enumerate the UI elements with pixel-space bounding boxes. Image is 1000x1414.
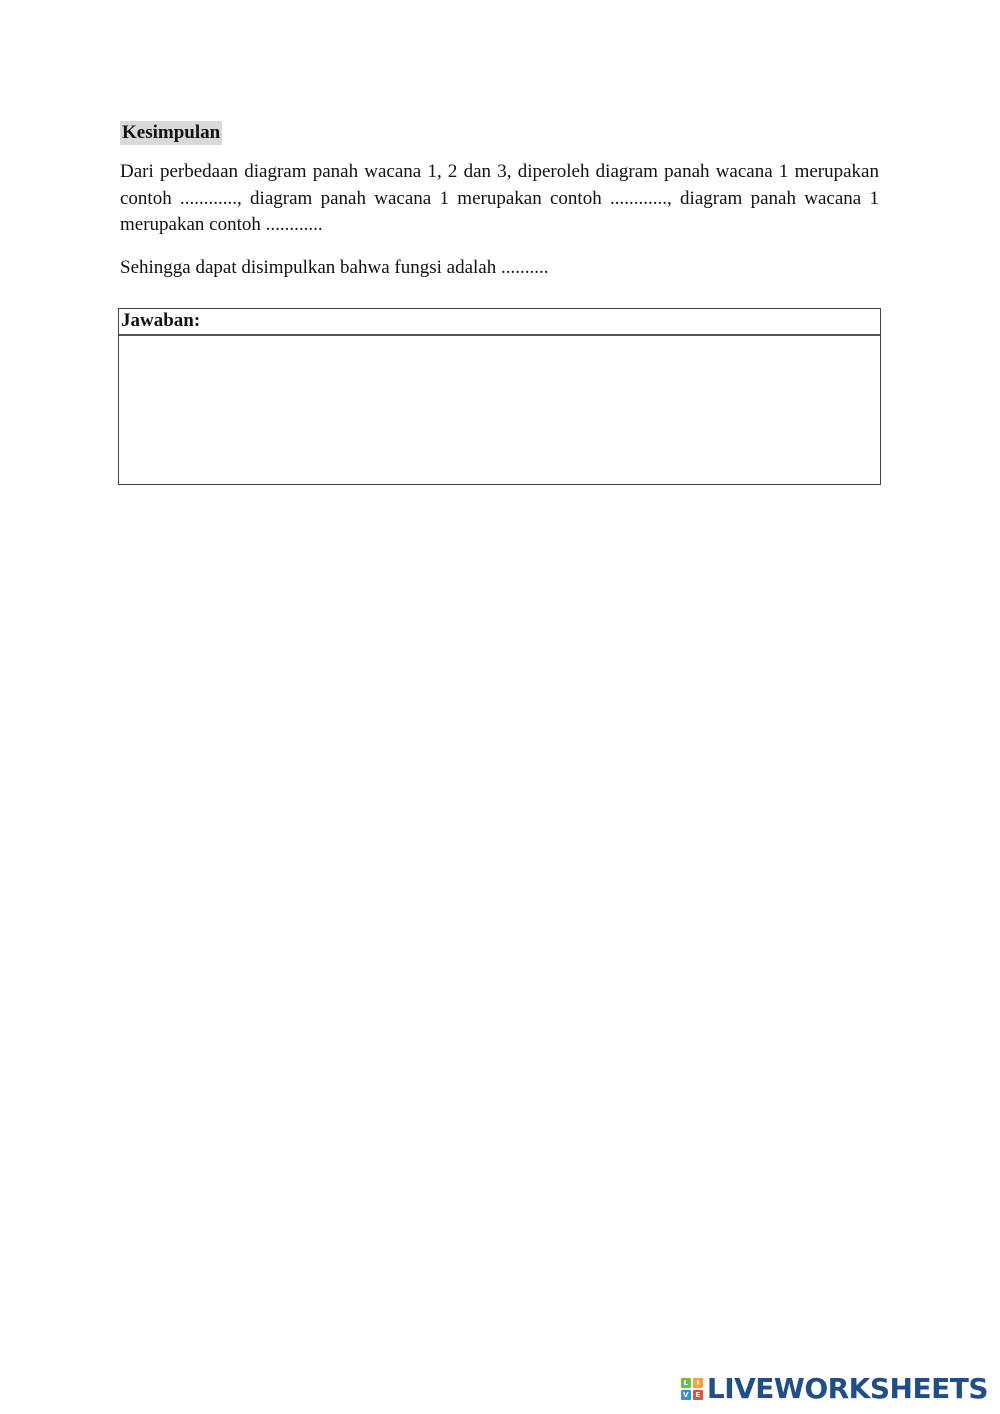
logo-tile-e: E [693,1390,703,1400]
answer-label: Jawaban: [119,309,880,336]
answer-box [118,308,881,485]
section-heading: Kesimpulan [122,122,221,143]
liveworksheets-logo-icon [681,1378,703,1400]
logo-tile-l: L [681,1378,691,1388]
liveworksheets-brand [681,1373,988,1405]
conclusion-paragraph: Dari perbedaan diagram panah wacana 1, 2 dan 3, diperoleh diagram panah wacana 1 merupakan contoh ............, diagram panah wacana 1 merupakan contoh ............, diagram panah wacana 1 merupakan contoh ............ [120,161,879,235]
answer-area[interactable] [119,336,880,484]
logo-tile-v: V [681,1390,691,1400]
function-definition-prompt: Sehingga dapat disimpulkan bahwa fungsi adalah .......... [120,257,549,278]
brand-text: LIVEWORKSHEETS [706,1372,988,1405]
logo-tile-i: I [693,1378,703,1388]
